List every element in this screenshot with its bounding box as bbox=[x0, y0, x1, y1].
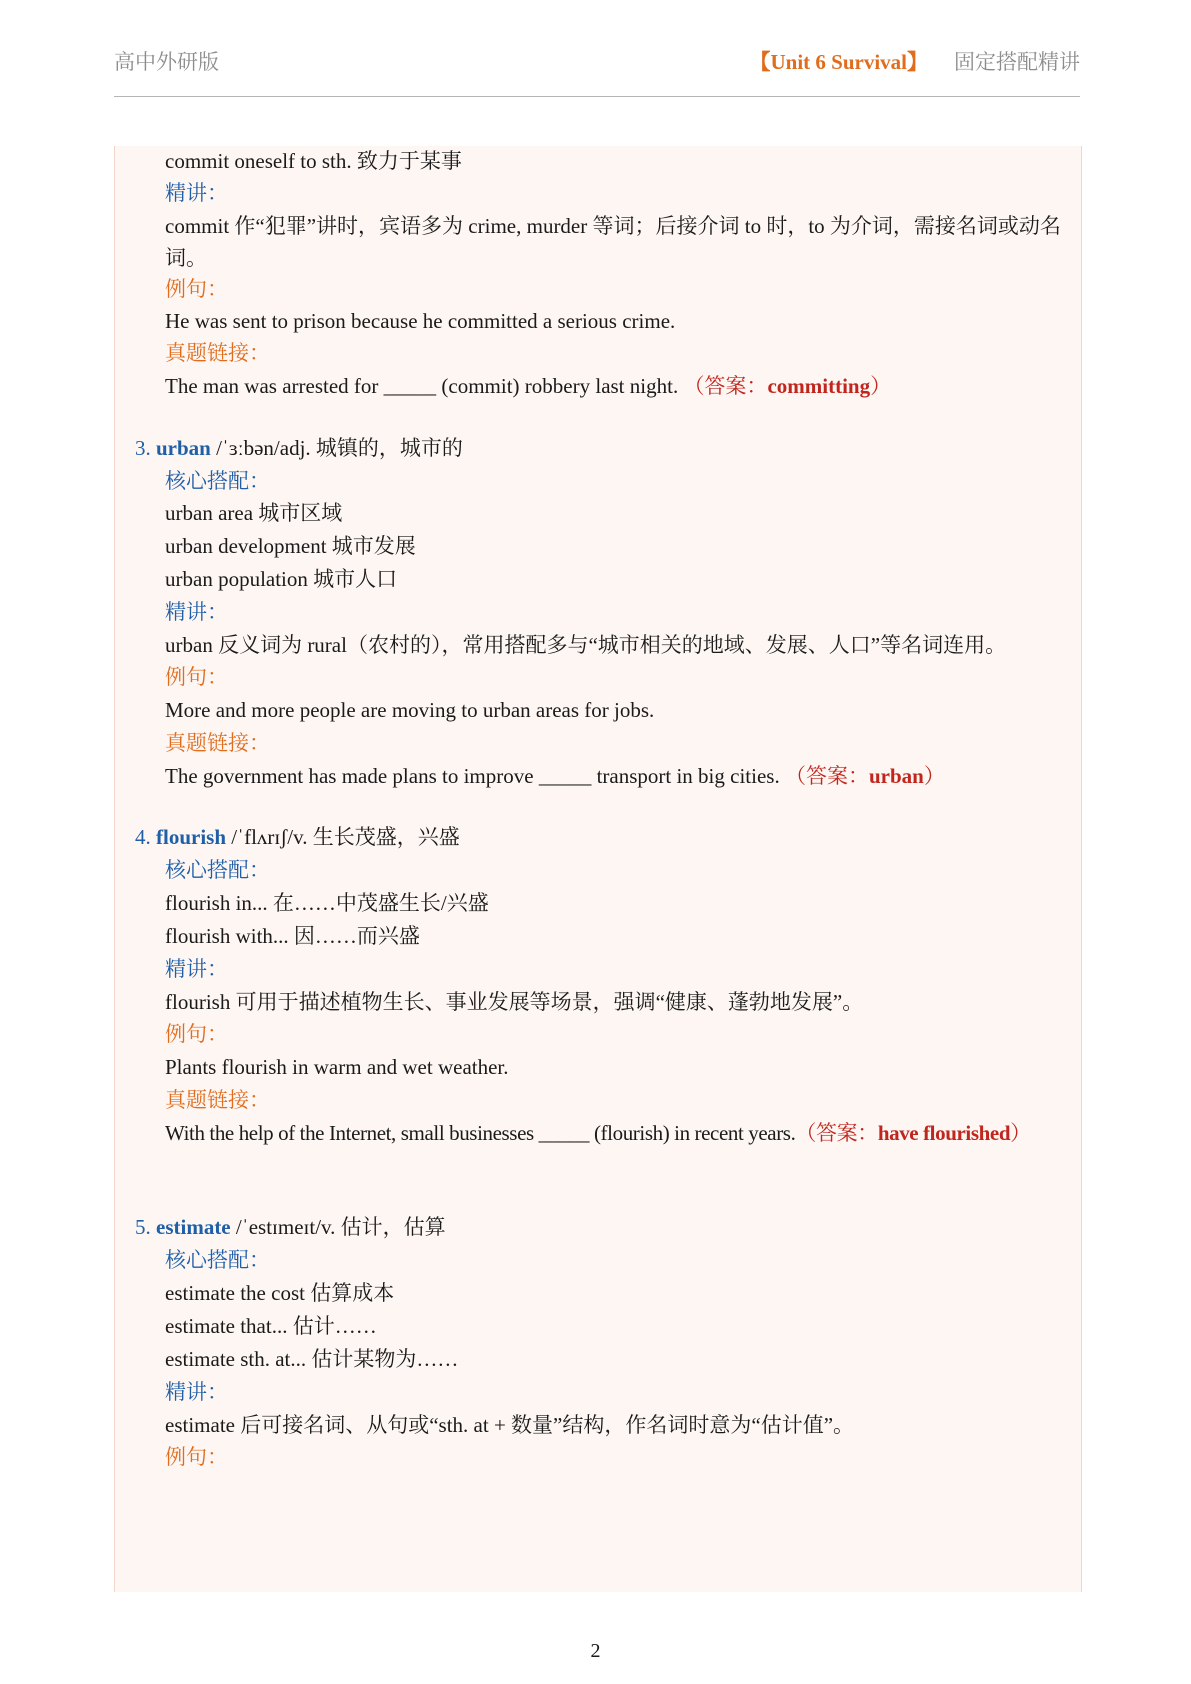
flourish-collocation-2: flourish with... 因……而兴盛 bbox=[165, 924, 420, 948]
commit-exam-line bbox=[165, 371, 891, 401]
commit-explain-label: 精讲： bbox=[165, 181, 228, 205]
flourish-exam-label: 真题链接： bbox=[165, 1088, 270, 1112]
urban-word: urban bbox=[156, 436, 211, 460]
page-header bbox=[114, 44, 1080, 97]
estimate-explain-label: 精讲： bbox=[165, 1380, 228, 1404]
commit-example-label: 例句： bbox=[165, 277, 228, 301]
flourish-word: flourish bbox=[156, 825, 227, 849]
urban-entry-title: 3. urban /ˈɜːbən/adj. 城镇的，城市的 bbox=[135, 436, 463, 460]
urban-explain-label: 精讲： bbox=[165, 600, 228, 624]
urban-exam-label: 真题链接： bbox=[165, 731, 270, 755]
estimate-word: estimate bbox=[156, 1215, 231, 1239]
commit-example: He was sent to prison because he committed a serious crime. bbox=[165, 309, 676, 333]
topic-title: 固定搭配精讲 bbox=[954, 50, 1080, 74]
urban-exam: The government has made plans to improve _____ transport in big cities. bbox=[165, 764, 780, 788]
estimate-example-label: 例句： bbox=[165, 1445, 228, 1469]
flourish-exam-line bbox=[165, 1118, 1031, 1148]
flourish-example-label: 例句： bbox=[165, 1022, 228, 1046]
flourish-collocation-1: flourish in... 在……中茂盛生长/兴盛 bbox=[165, 891, 489, 915]
flourish-answer: （答案：have flourished） bbox=[795, 1121, 1031, 1145]
estimate-collocation-2: estimate that... 估计…… bbox=[165, 1314, 377, 1338]
urban-collocation-3: urban population 城市人口 bbox=[165, 567, 398, 591]
header-right bbox=[749, 46, 1080, 76]
estimate-explain: estimate 后可接名词、从句或“sth. at + 数量”结构，作名词时意为“估计值”。 bbox=[165, 1413, 855, 1437]
estimate-collocation-3: estimate sth. at... 估计某物为…… bbox=[165, 1347, 459, 1371]
urban-collocation-label: 核心搭配： bbox=[165, 469, 270, 493]
urban-example: More and more people are moving to urban areas for jobs. bbox=[165, 698, 655, 722]
urban-answer: （答案：urban） bbox=[784, 764, 945, 788]
estimate-entry-title: 5. estimate /ˈestɪmeɪt/v. 估计，估算 bbox=[135, 1215, 446, 1239]
flourish-exam: With the help of the Internet, small businesses _____ (flourish) in recent years. bbox=[165, 1121, 796, 1145]
content-panel bbox=[114, 146, 1082, 1592]
urban-collocation-2: urban development 城市发展 bbox=[165, 534, 416, 558]
flourish-explain-label: 精讲： bbox=[165, 957, 228, 981]
commit-exam-label: 真题链接： bbox=[165, 341, 270, 365]
commit-exam: The man was arrested for _____ (commit) robbery last night. bbox=[165, 374, 679, 398]
commit-explain: commit 作“犯罪”讲时，宾语多为 crime, murder 等词；后接介词 to 时，to 为介词，需接名词或动名词。 bbox=[165, 214, 1061, 270]
flourish-collocation-label: 核心搭配： bbox=[165, 858, 270, 882]
estimate-collocation-1: estimate the cost 估算成本 bbox=[165, 1281, 395, 1305]
urban-example-label: 例句： bbox=[165, 665, 228, 689]
urban-collocation-1: urban area 城市区域 bbox=[165, 501, 343, 525]
flourish-explain: flourish 可用于描述植物生长、事业发展等场景，强调“健康、蓬勃地发展”。 bbox=[165, 990, 864, 1014]
page-number: 2 bbox=[590, 1640, 601, 1662]
unit-title: 【Unit 6 Survival】 bbox=[749, 50, 928, 74]
urban-explain: urban 反义词为 rural（农村的），常用搭配多与“城市相关的地域、发展、人口”等名词连用。 bbox=[165, 633, 1007, 657]
flourish-entry-title: 4. flourish /ˈflʌrɪʃ/v. 生长茂盛，兴盛 bbox=[135, 825, 460, 849]
urban-exam-line bbox=[165, 761, 945, 791]
commit-phrase: commit oneself to sth. 致力于某事 bbox=[165, 149, 462, 173]
flourish-example: Plants flourish in warm and wet weather. bbox=[165, 1055, 509, 1079]
estimate-collocation-label: 核心搭配： bbox=[165, 1248, 270, 1272]
commit-answer: （答案：committing） bbox=[683, 374, 892, 398]
textbook-label: 高中外研版 bbox=[114, 50, 219, 74]
